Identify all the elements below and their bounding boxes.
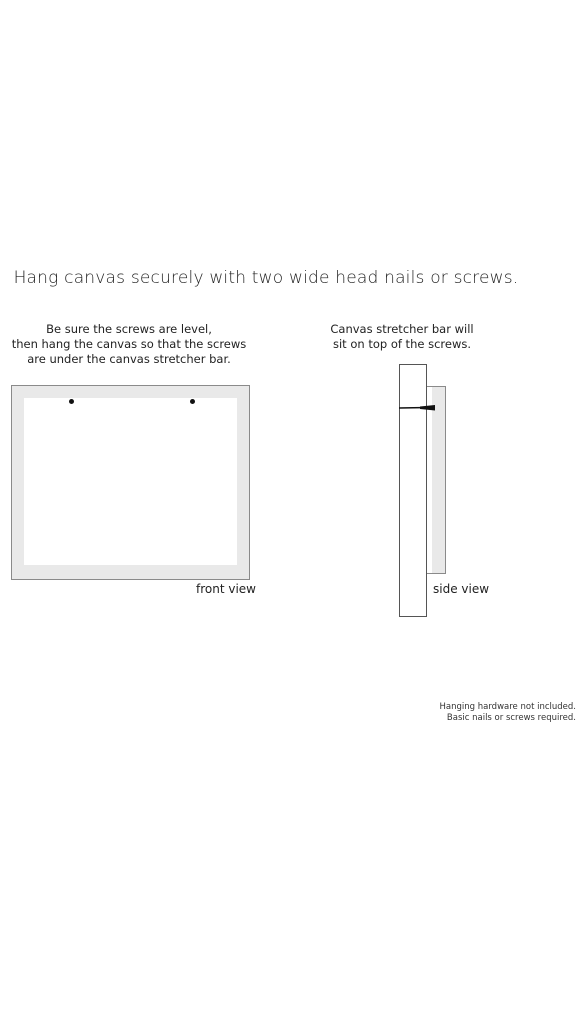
disclaimer-line: Hanging hardware not included. bbox=[439, 702, 576, 712]
front-instructions-line: then hang the canvas so that the screws bbox=[11, 337, 247, 351]
front-instructions-line: Be sure the screws are level, bbox=[46, 322, 212, 336]
side-view-canvas bbox=[427, 386, 446, 574]
front-instructions-line: are under the canvas stretcher bar. bbox=[27, 352, 231, 366]
front-view-label: front view bbox=[196, 582, 256, 596]
hardware-disclaimer bbox=[440, 702, 576, 724]
side-view-stretcher-edge bbox=[427, 387, 432, 573]
side-instructions-line: Canvas stretcher bar will bbox=[330, 322, 474, 336]
disclaimer-line: Basic nails or screws required. bbox=[446, 713, 576, 723]
right-screw-marker bbox=[190, 399, 195, 404]
side-instructions-line: sit on top of the screws. bbox=[332, 337, 472, 351]
front-instructions bbox=[0, 322, 258, 367]
front-view-canvas-face bbox=[24, 398, 237, 565]
side-instructions bbox=[292, 322, 512, 352]
side-view-screw-icon bbox=[398, 402, 438, 414]
left-screw-marker bbox=[69, 399, 74, 404]
page-title: Hang canvas securely with two wide head nails or screws. bbox=[13, 268, 519, 288]
side-view-label: side view bbox=[433, 582, 490, 596]
front-view-canvas-frame bbox=[11, 385, 250, 580]
